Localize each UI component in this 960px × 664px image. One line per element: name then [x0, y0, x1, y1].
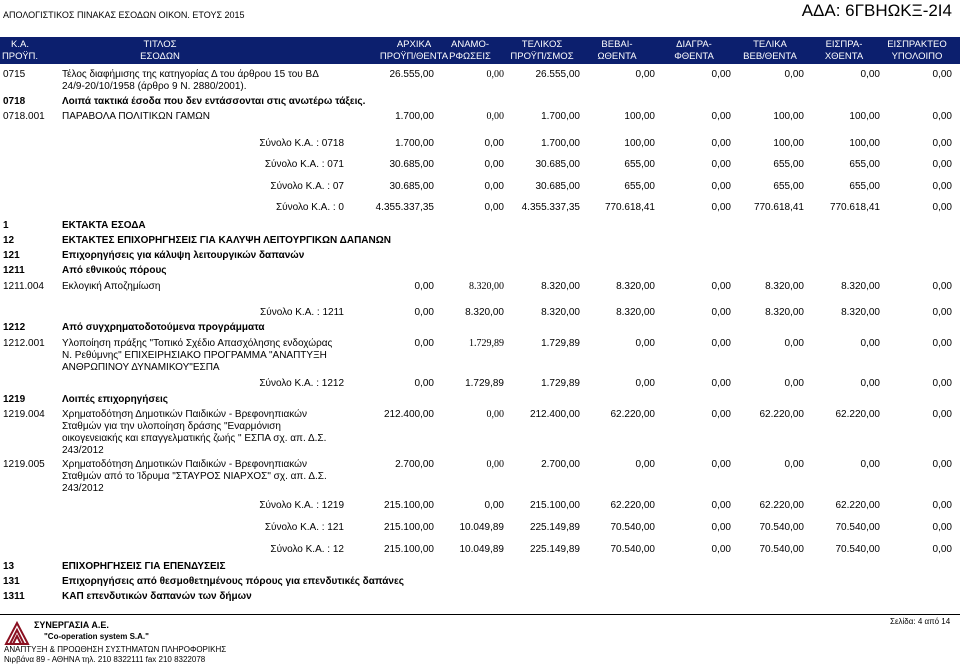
value-cell: 0,00	[932, 111, 952, 122]
value-cell: 62.220,00	[759, 500, 804, 511]
header-col-8-l2: ΧΘΕΝΤΑ	[824, 51, 864, 62]
row-code: 0718.001	[3, 111, 45, 122]
value-cell: 0,00	[711, 281, 731, 292]
value-cell: 70.540,00	[610, 544, 655, 555]
header-col-0-l1: Κ.Α.	[11, 39, 29, 50]
value-cell: 0,00	[484, 202, 504, 213]
value-cell: 0,00	[484, 138, 504, 149]
header-col-4-l1: ΤΕΛΙΚΟΣ	[521, 39, 563, 50]
value-cell: 0,00	[932, 459, 952, 470]
header-col-8-l1: ΕΙΣΠΡΑ-	[825, 39, 863, 50]
value-cell: 62.220,00	[610, 500, 655, 511]
value-cell: 212.400,00	[383, 409, 434, 420]
value-cell: 70.540,00	[835, 544, 880, 555]
row-title: 24/9-20/10/1958 (άρθρο 9 Ν. 2880/2001).	[62, 81, 247, 92]
value-cell: 0,00	[711, 138, 731, 149]
row-title: ΑΝΘΡΩΠΙΝΟΥ ΔΥΝΑΜΙΚΟΥ"ΕΣΠΑ	[62, 362, 220, 373]
row-title: Επιχορηγήσεις από θεσμοθετημένους πόρους για επενδυτικές δαπάνες	[62, 576, 404, 587]
sum-label: Σύνολο Κ.Α. : 07	[270, 181, 344, 192]
value-cell: 0,00	[486, 409, 504, 420]
value-cell: 62.220,00	[835, 409, 880, 420]
value-cell: 1.729,89	[465, 378, 504, 389]
value-cell: 655,00	[624, 159, 655, 170]
value-cell: 0,00	[932, 338, 952, 349]
value-cell: 30.685,00	[389, 159, 434, 170]
value-cell: 0,00	[932, 544, 952, 555]
sum-label: Σύνολο Κ.Α. : 0	[275, 202, 344, 213]
row-title: οικογενειακής και επαγγελματικής ζωής " ΕΣΠΑ σχ. απ. Δ.Σ.	[62, 433, 327, 444]
sum-label: Σύνολο Κ.Α. : 1211	[260, 307, 344, 318]
value-cell: 0,00	[635, 338, 655, 349]
row-code: 12	[3, 235, 15, 246]
value-cell: 1.729,89	[541, 338, 580, 349]
footer-line1: ΑΝΑΠΤΥΞΗ & ΠΡΟΩΘΗΣΗ ΣΥΣΤΗΜΑΤΩΝ ΠΛΗΡΟΦΟΡΙΚΗΣ	[4, 645, 227, 654]
value-cell: 0,00	[486, 69, 504, 80]
row-code: 1	[3, 220, 9, 231]
value-cell: 0,00	[711, 202, 731, 213]
value-cell: 0,00	[486, 459, 504, 470]
header-col-1-l1: ΤΙΤΛΟΣ	[143, 39, 177, 50]
row-code: 1212.001	[3, 338, 45, 349]
value-cell: 1.700,00	[541, 138, 580, 149]
row-code: 1219.004	[3, 409, 45, 420]
row-code: 1211	[3, 265, 25, 276]
value-cell: 0,00	[711, 69, 731, 80]
company-logo-icon	[4, 620, 30, 646]
value-cell: 100,00	[773, 138, 804, 149]
value-cell: 62.220,00	[610, 409, 655, 420]
value-cell: 0,00	[711, 500, 731, 511]
header-col-9-l2: ΥΠΟΛΟΙΠΟ	[891, 51, 943, 62]
row-code: 0718	[3, 96, 26, 107]
value-cell: 655,00	[773, 181, 804, 192]
row-title: Εκλογική Αποζημίωση	[62, 281, 161, 292]
value-cell: 8.320,00	[765, 307, 804, 318]
footer-company: ΣΥΝΕΡΓΑΣΙΑ Α.Ε.	[34, 620, 109, 630]
value-cell: 0,00	[711, 181, 731, 192]
value-cell: 655,00	[773, 159, 804, 170]
value-cell: 62.220,00	[759, 409, 804, 420]
row-title: Λοιπές επιχορηγήσεις	[62, 394, 168, 405]
row-code: 1219.005	[3, 459, 45, 470]
value-cell: 100,00	[624, 138, 655, 149]
sum-label: Σύνολο Κ.Α. : 071	[264, 159, 344, 170]
value-cell: 0,00	[711, 111, 731, 122]
value-cell: 30.685,00	[535, 159, 580, 170]
value-cell: 8.320,00	[541, 307, 580, 318]
row-code: 121	[3, 250, 20, 261]
value-cell: 0,00	[784, 459, 804, 470]
value-cell: 225.149,89	[529, 544, 580, 555]
row-title: Υλοποίηση πράξης "Τοπικό Σχέδιο Απασχόλησης ενδοχώρας	[62, 338, 333, 349]
value-cell: 0,00	[635, 378, 655, 389]
value-cell: 10.049,89	[459, 522, 504, 533]
value-cell: 655,00	[849, 181, 880, 192]
value-cell: 4.355.337,35	[375, 202, 434, 213]
value-cell: 2.700,00	[395, 459, 434, 470]
sum-label: Σύνολο Κ.Α. : 12	[270, 544, 344, 555]
value-cell: 0,00	[932, 281, 952, 292]
row-title: Ν. Ρεθύμνης" ΕΠΙΧΕΙΡΗΣΙΑΚΟ ΠΡΟΓΡΑΜΜΑ "ΑΝΑΠΤΥΞΗ	[62, 350, 327, 361]
value-cell: 0,00	[635, 459, 655, 470]
row-title: ΕΚΤΑΚΤΕΣ ΕΠΙΧΟΡΗΓΗΣΕΙΣ ΓΙΑ ΚΑΛΥΨΗ ΛΕΙΤΟΥΡΓΙΚΩΝ ΔΑΠΑΝΩΝ	[62, 235, 391, 246]
row-title: Χρηματοδότηση Δημοτικών Παιδικών - Βρεφονηπιακών	[62, 409, 307, 420]
value-cell: 8.320,00	[469, 281, 504, 292]
value-cell: 0,00	[635, 69, 655, 80]
row-title: Από εθνικούς πόρους	[62, 265, 167, 276]
row-title: Σταθμών από το Ίδρυμα "ΣΤΑΥΡΟΣ ΝΙΑΡΧΟΣ" σχ. απ. Δ.Σ.	[62, 471, 327, 482]
row-title: 243/2012	[62, 445, 104, 456]
value-cell: 0,00	[784, 338, 804, 349]
value-cell: 0,00	[860, 69, 880, 80]
value-cell: 26.555,00	[535, 69, 580, 80]
row-title: Σταθμών για την υλοποίηση δράσης "Εναρμόνιση	[62, 421, 281, 432]
value-cell: 1.729,89	[541, 378, 580, 389]
value-cell: 100,00	[624, 111, 655, 122]
row-title: Λοιπά τακτικά έσοδα που δεν εντάσσονται στις ανωτέρω τάξεις.	[62, 96, 366, 107]
row-title: Επιχορηγήσεις για κάλυψη λειτουργικών δαπανών	[62, 250, 305, 261]
document-title: ΑΠΟΛΟΓΙΣΤΙΚΟΣ ΠΙΝΑΚΑΣ ΕΣΟΔΩΝ ΟΙΚΟΝ. ΕΤΟΥΣ 2015	[3, 10, 245, 20]
row-code: 1311	[3, 591, 25, 602]
value-cell: 0,00	[711, 159, 731, 170]
value-cell: 70.540,00	[759, 522, 804, 533]
value-cell: 70.540,00	[835, 522, 880, 533]
row-code: 1212	[3, 322, 26, 333]
row-title: Χρηματοδότηση Δημοτικών Παιδικών - Βρεφονηπιακών	[62, 459, 307, 470]
value-cell: 10.049,89	[459, 544, 504, 555]
row-title: ΠΑΡΑΒΟΛΑ ΠΟΛΙΤΙΚΩΝ ΓΑΜΩΝ	[62, 111, 210, 122]
value-cell: 30.685,00	[389, 181, 434, 192]
value-cell: 8.320,00	[841, 307, 880, 318]
value-cell: 1.700,00	[541, 111, 580, 122]
value-cell: 0,00	[414, 338, 434, 349]
value-cell: 100,00	[773, 111, 804, 122]
value-cell: 62.220,00	[835, 500, 880, 511]
value-cell: 0,00	[932, 522, 952, 533]
value-cell: 0,00	[711, 378, 731, 389]
value-cell: 0,00	[932, 378, 952, 389]
value-cell: 2.700,00	[541, 459, 580, 470]
header-col-6-l2: ΦΘΕΝΤΑ	[674, 51, 714, 62]
header-col-1-l2: ΕΣΟΔΩΝ	[140, 51, 180, 62]
value-cell: 0,00	[486, 111, 504, 122]
top-bar	[0, 0, 960, 34]
value-cell: 770.618,41	[829, 202, 880, 213]
value-cell: 1.729,89	[469, 338, 504, 349]
row-title: Τέλος διαφήμισης της κατηγορίας Δ του άρθρου 15 του ΒΔ	[62, 69, 319, 80]
value-cell: 100,00	[849, 111, 880, 122]
header-col-2-l2: ΠΡΟΫΠ/ΘΕΝΤΑ	[379, 51, 449, 62]
value-cell: 26.555,00	[389, 69, 434, 80]
row-code: 1211.004	[3, 281, 44, 292]
value-cell: 8.320,00	[841, 281, 880, 292]
header-col-9-l1: ΕΙΣΠΡΑΚΤΕΟ	[887, 39, 947, 50]
value-cell: 100,00	[849, 138, 880, 149]
value-cell: 0,00	[860, 378, 880, 389]
value-cell: 0,00	[484, 181, 504, 192]
header-col-3-l1: ΑΝΑΜΟ-	[451, 39, 489, 50]
value-cell: 770.618,41	[753, 202, 804, 213]
value-cell: 0,00	[711, 459, 731, 470]
page-number: Σελίδα: 4 από 14	[890, 617, 951, 626]
value-cell: 8.320,00	[616, 281, 655, 292]
value-cell: 8.320,00	[465, 307, 504, 318]
value-cell: 70.540,00	[759, 544, 804, 555]
row-code: 0715	[3, 69, 26, 80]
value-cell: 0,00	[711, 338, 731, 349]
header-col-0-l2: ΠΡΟΫΠ.	[1, 51, 39, 62]
header-col-5-l1: ΒΕΒΑΙ-	[601, 39, 633, 50]
value-cell: 0,00	[932, 69, 952, 80]
row-title: ΚΑΠ επενδυτικών δαπανών των δήμων	[62, 591, 252, 602]
header-col-7-l1: ΤΕΛΙΚΑ	[753, 39, 787, 50]
header-col-5-l2: ΩΘΕΝΤΑ	[597, 51, 637, 62]
value-cell: 655,00	[849, 159, 880, 170]
footer-line2: Νιρβάνα 89 - ΑΘΗΝΑ τηλ. 210 8322111 fax 210 8322078	[4, 655, 206, 664]
row-title: ΕΠΙΧΟΡΗΓΗΣΕΙΣ ΓΙΑ ΕΠΕΝΔΥΣΕΙΣ	[62, 561, 226, 572]
footer-divider	[0, 614, 960, 615]
value-cell: 8.320,00	[616, 307, 655, 318]
value-cell: 0,00	[932, 202, 952, 213]
value-cell: 215.100,00	[383, 522, 434, 533]
value-cell: 0,00	[860, 338, 880, 349]
value-cell: 0,00	[711, 409, 731, 420]
value-cell: 0,00	[484, 159, 504, 170]
value-cell: 0,00	[932, 500, 952, 511]
header-col-7-l2: ΒΕΒ/ΘΕΝΤΑ	[743, 51, 797, 62]
sum-label: Σύνολο Κ.Α. : 0718	[259, 138, 344, 149]
row-code: 131	[3, 576, 20, 587]
value-cell: 0,00	[414, 378, 434, 389]
value-cell: 212.400,00	[529, 409, 580, 420]
value-cell: 0,00	[711, 544, 731, 555]
row-title: ΕΚΤΑΚΤΑ ΕΣΟΔΑ	[62, 220, 146, 231]
value-cell: 0,00	[932, 307, 952, 318]
sum-label: Σύνολο Κ.Α. : 121	[264, 522, 344, 533]
value-cell: 8.320,00	[541, 281, 580, 292]
header-col-3-l2: ΡΦΩΣΕΙΣ	[449, 51, 491, 62]
row-code: 1219	[3, 394, 26, 405]
footer-brand: "Co-operation system S.A."	[44, 632, 149, 641]
row-title: 243/2012	[62, 483, 104, 494]
ada-code: ΑΔΑ: 6ΓΒΗΩΚΞ-2Ι4	[801, 1, 952, 20]
value-cell: 8.320,00	[765, 281, 804, 292]
row-code: 13	[3, 561, 15, 572]
sum-label: Σύνολο Κ.Α. : 1219	[259, 500, 344, 511]
value-cell: 0,00	[932, 409, 952, 420]
value-cell: 655,00	[624, 181, 655, 192]
header-col-6-l1: ΔΙΑΓΡΑ-	[676, 39, 712, 50]
value-cell: 0,00	[414, 307, 434, 318]
value-cell: 215.100,00	[529, 500, 580, 511]
value-cell: 215.100,00	[383, 544, 434, 555]
value-cell: 0,00	[932, 181, 952, 192]
value-cell: 70.540,00	[610, 522, 655, 533]
sum-label: Σύνολο Κ.Α. : 1212	[259, 378, 344, 389]
value-cell: 0,00	[711, 522, 731, 533]
value-cell: 1.700,00	[395, 138, 434, 149]
value-cell: 0,00	[414, 281, 434, 292]
table-header	[0, 37, 960, 64]
header-col-2-l1: ΑΡΧΙΚΑ	[396, 39, 432, 50]
value-cell: 0,00	[784, 69, 804, 80]
value-cell: 0,00	[932, 138, 952, 149]
value-cell: 215.100,00	[383, 500, 434, 511]
value-cell: 0,00	[784, 378, 804, 389]
value-cell: 770.618,41	[604, 202, 655, 213]
value-cell: 0,00	[711, 307, 731, 318]
header-col-4-l2: ΠΡΟΫΠ/ΣΜΟΣ	[510, 51, 574, 62]
row-title: Από συγχρηματοδοτούμενα προγράμματα	[62, 322, 265, 333]
value-cell: 0,00	[932, 159, 952, 170]
value-cell: 0,00	[484, 500, 504, 511]
value-cell: 4.355.337,35	[521, 202, 580, 213]
value-cell: 1.700,00	[395, 111, 434, 122]
value-cell: 225.149,89	[529, 522, 580, 533]
value-cell: 0,00	[860, 459, 880, 470]
value-cell: 30.685,00	[535, 181, 580, 192]
